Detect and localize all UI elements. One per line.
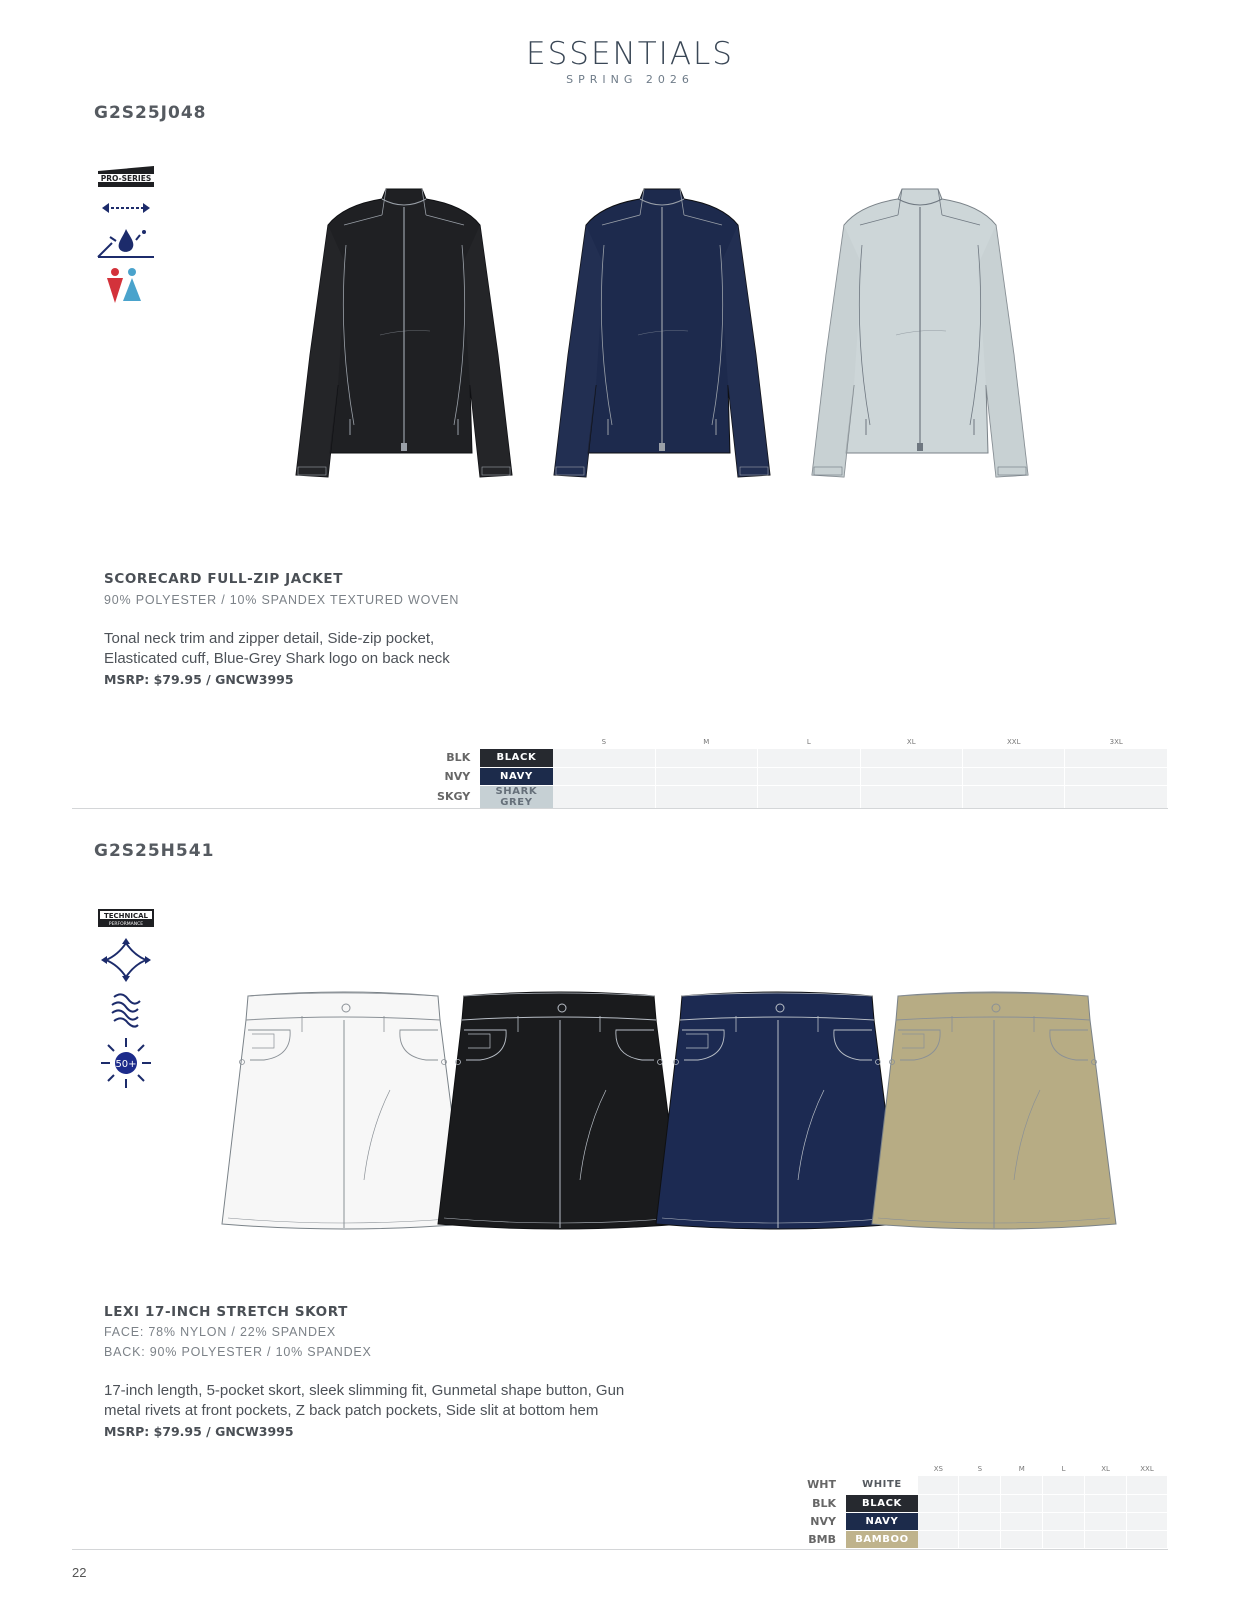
- size-header-row: [804, 1462, 1168, 1476]
- color-swatch: BAMBOO: [846, 1530, 918, 1548]
- size-cell: [1001, 1494, 1043, 1512]
- msrp-price: MSRP: $79.95 / GNCW3995: [104, 1424, 294, 1439]
- color-swatch: BLACK: [846, 1494, 918, 1512]
- size-label: S: [601, 738, 607, 746]
- size-cell: [918, 1494, 959, 1512]
- size-label: L: [806, 738, 811, 746]
- size-cell: [860, 749, 962, 767]
- size-cell: [1085, 1530, 1127, 1548]
- size-cell: [1065, 749, 1168, 767]
- pro-series-badge-icon: [96, 165, 156, 189]
- size-color-grid: [804, 1462, 1168, 1549]
- section-divider: [72, 808, 1168, 809]
- four-way-stretch-icon: [96, 937, 156, 983]
- color-code: NVY: [432, 767, 480, 785]
- product-name: LEXI 17-INCH STRETCH SKORT: [104, 1304, 348, 1320]
- color-swatch: WHITE: [846, 1476, 918, 1494]
- feature-icons: [96, 165, 160, 307]
- size-cell: [860, 785, 962, 808]
- style-code: G2S25H541: [94, 841, 215, 861]
- size-cell: [959, 1530, 1001, 1548]
- description-line: Tonal neck trim and zipper detail, Side-zip pocket,: [104, 630, 435, 647]
- size-label: M: [703, 738, 710, 746]
- technical-performance-badge-icon: [96, 907, 156, 929]
- color-code: BLK: [804, 1494, 846, 1512]
- size-cell: [1001, 1512, 1043, 1530]
- fabric-content: FACE: 78% NYLON / 22% SPANDEX: [104, 1325, 337, 1339]
- garment-illustrations: [220, 990, 1136, 1240]
- size-label: 3XL: [1109, 738, 1123, 746]
- size-cell: [655, 785, 757, 808]
- upf-rating-text: 50+: [115, 1059, 137, 1070]
- badge-text: TECHNICAL: [103, 912, 149, 920]
- color-code: SKGY: [432, 785, 480, 808]
- description-line: metal rivets at front pockets, Z back patch pockets, Side slit at bottom hem: [104, 1402, 599, 1419]
- product-description: [104, 1381, 624, 1421]
- moisture-wicking-icon: [96, 989, 156, 1029]
- size-cell: [1127, 1494, 1168, 1512]
- size-cell: [553, 767, 655, 785]
- fabric-content: BACK: 90% POLYESTER / 10% SPANDEX: [104, 1345, 372, 1359]
- product-name: SCORECARD FULL-ZIP JACKET: [104, 571, 344, 587]
- stretch-arrows-icon: [96, 197, 156, 219]
- size-cell: [1085, 1494, 1127, 1512]
- jacket-shark-grey-illustration: [800, 185, 1040, 495]
- size-label: XXL: [1140, 1465, 1154, 1473]
- color-row: [432, 749, 1168, 767]
- catalog-header: [0, 36, 1260, 86]
- size-cell: [553, 785, 655, 808]
- catalog-title: ESSENTIALS: [526, 36, 734, 72]
- size-cell: [918, 1476, 959, 1494]
- size-label: S: [977, 1465, 983, 1473]
- color-code: WHT: [804, 1476, 846, 1494]
- size-cell: [1085, 1476, 1127, 1494]
- color-row: [804, 1530, 1168, 1548]
- color-code: BMB: [804, 1530, 846, 1548]
- size-label: XXL: [1006, 738, 1021, 746]
- upf-sun-icon: [96, 1035, 156, 1091]
- mens-womens-icon: [96, 267, 156, 307]
- size-cell: [959, 1512, 1001, 1530]
- size-cell: [1043, 1494, 1085, 1512]
- size-cell: [1127, 1476, 1168, 1494]
- size-cell: [1065, 785, 1168, 808]
- size-cell: [963, 749, 1065, 767]
- jacket-navy-illustration: [542, 185, 782, 495]
- garment-illustrations: [280, 185, 1060, 505]
- jacket-black-illustration: [284, 185, 524, 495]
- style-code: G2S25J048: [94, 103, 207, 123]
- size-header-row: [432, 735, 1168, 749]
- size-cell: [1043, 1512, 1085, 1530]
- size-cell: [1001, 1476, 1043, 1494]
- size-cell: [655, 749, 757, 767]
- color-code: NVY: [804, 1512, 846, 1530]
- size-cell: [1043, 1476, 1085, 1494]
- product-description: [104, 629, 450, 669]
- feature-icons: [96, 907, 160, 1091]
- size-cell: [655, 767, 757, 785]
- color-swatch: NAVY: [846, 1512, 918, 1530]
- size-cell: [1043, 1530, 1085, 1548]
- skort-navy-illustration: [654, 990, 902, 1236]
- color-row: [804, 1494, 1168, 1512]
- size-cell: [860, 767, 962, 785]
- skort-bamboo-illustration: [870, 990, 1118, 1236]
- badge-subtext: PERFORMANCE: [108, 922, 144, 927]
- color-row: [432, 785, 1168, 808]
- pro-series-text: PRO-SERIES: [100, 174, 152, 183]
- description-line: 17-inch length, 5-pocket skort, sleek slimming fit, Gunmetal shape button, Gun: [104, 1382, 625, 1399]
- size-cell: [1001, 1530, 1043, 1548]
- size-cell: [758, 767, 860, 785]
- section-divider: [72, 1549, 1168, 1550]
- color-code: BLK: [432, 749, 480, 767]
- fabric-content: 90% POLYESTER / 10% SPANDEX TEXTURED WOVEN: [104, 593, 460, 607]
- skort-black-illustration: [436, 990, 684, 1236]
- color-row: [432, 767, 1168, 785]
- size-cell: [1085, 1512, 1127, 1530]
- size-label: XS: [933, 1465, 944, 1473]
- size-cell: [963, 785, 1065, 808]
- size-cell: [1127, 1530, 1168, 1548]
- description-line: Elasticated cuff, Blue-Grey Shark logo on back neck: [104, 650, 450, 667]
- color-row: [804, 1476, 1168, 1494]
- skort-white-illustration: [220, 990, 468, 1236]
- size-cell: [918, 1530, 959, 1548]
- color-swatch: SHARK GREY: [480, 785, 552, 808]
- size-cell: [959, 1476, 1001, 1494]
- color-swatch: BLACK: [480, 749, 552, 767]
- size-cell: [1065, 767, 1168, 785]
- size-cell: [959, 1494, 1001, 1512]
- msrp-price: MSRP: $79.95 / GNCW3995: [104, 672, 294, 687]
- color-swatch: NAVY: [480, 767, 552, 785]
- size-cell: [918, 1512, 959, 1530]
- size-label: XL: [906, 738, 916, 746]
- size-cell: [1127, 1512, 1168, 1530]
- catalog-season: SPRING 2026: [566, 73, 694, 86]
- size-cell: [758, 749, 860, 767]
- size-color-grid: [432, 735, 1168, 809]
- size-label: M: [1018, 1465, 1025, 1473]
- page-number: 22: [72, 1565, 87, 1580]
- size-label: XL: [1101, 1465, 1110, 1473]
- color-row: [804, 1512, 1168, 1530]
- size-cell: [758, 785, 860, 808]
- water-repellent-icon: [96, 225, 156, 261]
- size-cell: [963, 767, 1065, 785]
- size-label: L: [1061, 1465, 1066, 1473]
- size-cell: [553, 749, 655, 767]
